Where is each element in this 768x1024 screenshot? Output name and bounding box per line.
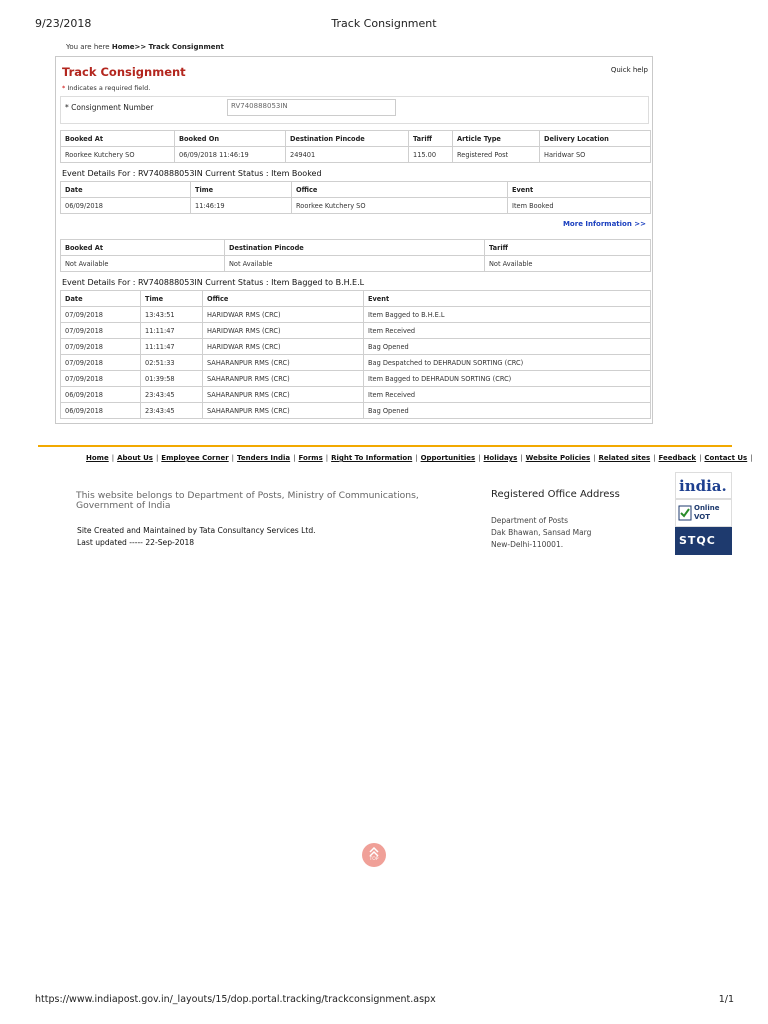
created-by: Site Created and Maintained by Tata Consultancy Services Ltd. [77, 526, 316, 535]
ownership-note: This website belongs to Department of Posts, Ministry of Communications, Government of India [76, 490, 419, 511]
event-details-heading: Event Details For : RV740888053IN Current Status : Item Bagged to B.H.E.L [62, 278, 365, 287]
chevron-up-icon [369, 847, 379, 857]
table-cell: 07/09/2018 [61, 307, 141, 323]
table-cell: 249401 [286, 147, 409, 163]
footer-link-about[interactable]: About Us [117, 454, 153, 462]
online-voter-badge[interactable] [675, 499, 732, 527]
table-cell: Roorkee Kutchery SO [292, 198, 508, 214]
table-cell: 07/09/2018 [61, 355, 141, 371]
india-gov-logo: india. [679, 477, 727, 495]
table-row [61, 198, 651, 214]
column-header: Delivery Location [540, 131, 651, 147]
required-note-text: Indicates a required field. [67, 84, 151, 92]
column-header: Destination Pincode [286, 131, 409, 147]
table-cell: 13:43:51 [141, 307, 203, 323]
table-row [61, 371, 651, 387]
table-row [61, 323, 651, 339]
table-cell: HARIDWAR RMS (CRC) [203, 339, 364, 355]
column-header: Event [364, 291, 651, 307]
column-header: Time [141, 291, 203, 307]
booking-table [60, 130, 651, 163]
table-cell: 11:11:47 [141, 323, 203, 339]
address-line: Department of Posts [491, 516, 568, 525]
india-gov-badge[interactable] [675, 472, 732, 499]
table-cell: 115.00 [409, 147, 453, 163]
last-updated: Last updated ----- 22-Sep-2018 [77, 538, 195, 547]
table-cell: SAHARANPUR RMS (CRC) [203, 355, 364, 371]
column-header: Booked On [175, 131, 286, 147]
table-row [61, 147, 651, 163]
consignment-label: * Consignment Number [65, 103, 154, 112]
column-header: Time [191, 182, 292, 198]
column-header: Tariff [485, 240, 651, 256]
table-cell: 23:43:45 [141, 403, 203, 419]
address-line: New-Delhi-110001. [491, 540, 564, 549]
table-cell: Bag Opened [364, 403, 651, 419]
table-row [61, 387, 651, 403]
footer-link-forms[interactable]: Forms [298, 454, 323, 462]
table-cell: 06/09/2018 11:46:19 [175, 147, 286, 163]
consignment-number-input[interactable]: RV740888053IN [227, 99, 396, 116]
stqc-badge[interactable] [675, 527, 732, 555]
table-cell: 07/09/2018 [61, 323, 141, 339]
breadcrumb-prefix: You are here [66, 43, 112, 51]
event-details-heading: Event Details For : RV740888053IN Current Status : Item Booked [62, 169, 322, 178]
breadcrumb-current: Track Consignment [148, 43, 224, 51]
table-cell: Item Received [364, 323, 651, 339]
quick-help-link[interactable]: Quick help [610, 66, 648, 74]
table-header-row [61, 131, 651, 147]
breadcrumb-home-link[interactable]: Home>> [111, 43, 147, 51]
footer-link-rti[interactable]: Right To Information [331, 454, 413, 462]
table-row [61, 355, 651, 371]
column-header: Office [203, 291, 364, 307]
footer-link-holidays[interactable]: Holidays [483, 454, 518, 462]
column-header: Destination Pincode [225, 240, 485, 256]
table-row [61, 307, 651, 323]
table-cell: HARIDWAR RMS (CRC) [203, 323, 364, 339]
more-information-link[interactable]: More Information >> [562, 220, 646, 228]
page-url: https://www.indiapost.gov.in/_layouts/15/dop.portal.tracking/trackconsignment.aspx [35, 994, 436, 1005]
ballot-icon [678, 504, 692, 522]
table-cell: SAHARANPUR RMS (CRC) [203, 387, 364, 403]
table-header-row [61, 291, 651, 307]
table-cell: 07/09/2018 [61, 339, 141, 355]
registered-office-address [491, 515, 591, 551]
table-cell: 06/09/2018 [61, 403, 141, 419]
column-header: Booked At [61, 240, 225, 256]
table-cell: Not Available [61, 256, 225, 272]
table-cell: Bag Opened [364, 339, 651, 355]
table-row [61, 403, 651, 419]
footer-link-policies[interactable]: Website Policies [525, 454, 591, 462]
table-cell: Roorkee Kutchery SO [61, 147, 175, 163]
table-cell: 11:46:19 [191, 198, 292, 214]
table-row [61, 339, 651, 355]
required-note [62, 84, 150, 92]
print-title: Track Consignment [331, 17, 437, 30]
table-header-row [61, 240, 651, 256]
footer-link-contact[interactable]: Contact Us [704, 454, 748, 462]
column-header: Date [61, 182, 191, 198]
site-credits [77, 525, 316, 549]
table-cell: Haridwar SO [540, 147, 651, 163]
breadcrumb [66, 43, 224, 51]
table-cell: 01:39:58 [141, 371, 203, 387]
required-star: * [62, 84, 66, 92]
table-cell: Not Available [485, 256, 651, 272]
events-table-booked [60, 181, 651, 214]
stqc-logo: STQC [679, 534, 716, 547]
footer-divider [38, 445, 732, 447]
footer-link-related-sites[interactable]: Related sites [598, 454, 651, 462]
back-to-top-button[interactable] [362, 843, 386, 867]
table-cell: Not Available [225, 256, 485, 272]
address-line: Dak Bhawan, Sansad Marg [491, 528, 592, 537]
footer-nav: Home | About Us | Employee Corner | Tenders India | Forms | Right To Information | Opportunities | Holidays | Website Policies | Related sites | Feedback | Contact Us | [86, 454, 753, 462]
column-header: Date [61, 291, 141, 307]
column-header: Booked At [61, 131, 175, 147]
table-cell: Registered Post [453, 147, 540, 163]
footer-link-feedback[interactable]: Feedback [658, 454, 697, 462]
table-cell: 02:51:33 [141, 355, 203, 371]
table-cell: Item Bagged to DEHRADUN SORTING (CRC) [364, 371, 651, 387]
page-title: Track Consignment [62, 65, 186, 79]
footer-link-home[interactable]: Home [86, 454, 109, 462]
table-cell: SAHARANPUR RMS (CRC) [203, 371, 364, 387]
footer-link-tenders[interactable]: Tenders India [237, 454, 291, 462]
print-date: 9/23/2018 [35, 17, 92, 30]
column-header: Event [508, 182, 651, 198]
column-header: Office [292, 182, 508, 198]
registered-office-title: Registered Office Address [491, 489, 620, 500]
table-cell: 06/09/2018 [61, 198, 191, 214]
events-table-bagged [60, 290, 651, 419]
table-row [61, 256, 651, 272]
table-header-row [61, 182, 651, 198]
table-cell: Bag Despatched to DEHRADUN SORTING (CRC) [364, 355, 651, 371]
table-cell: 07/09/2018 [61, 371, 141, 387]
table-cell: 06/09/2018 [61, 387, 141, 403]
table-cell: 11:11:47 [141, 339, 203, 355]
table-cell: 23:43:45 [141, 387, 203, 403]
table-cell: Item Bagged to B.H.E.L [364, 307, 651, 323]
page-number: 1/1 [718, 994, 734, 1005]
back-to-top-label: TOP [369, 857, 379, 862]
table-cell: SAHARANPUR RMS (CRC) [203, 403, 364, 419]
footer-link-employee-corner[interactable]: Employee Corner [161, 454, 229, 462]
column-header: Article Type [453, 131, 540, 147]
table-cell: Item Booked [508, 198, 651, 214]
table-cell: Item Received [364, 387, 651, 403]
online-voter-label: Online VOT [694, 504, 720, 521]
booking-table-secondary [60, 239, 651, 272]
footer-link-opportunities[interactable]: Opportunities [420, 454, 476, 462]
table-cell: HARIDWAR RMS (CRC) [203, 307, 364, 323]
column-header: Tariff [409, 131, 453, 147]
